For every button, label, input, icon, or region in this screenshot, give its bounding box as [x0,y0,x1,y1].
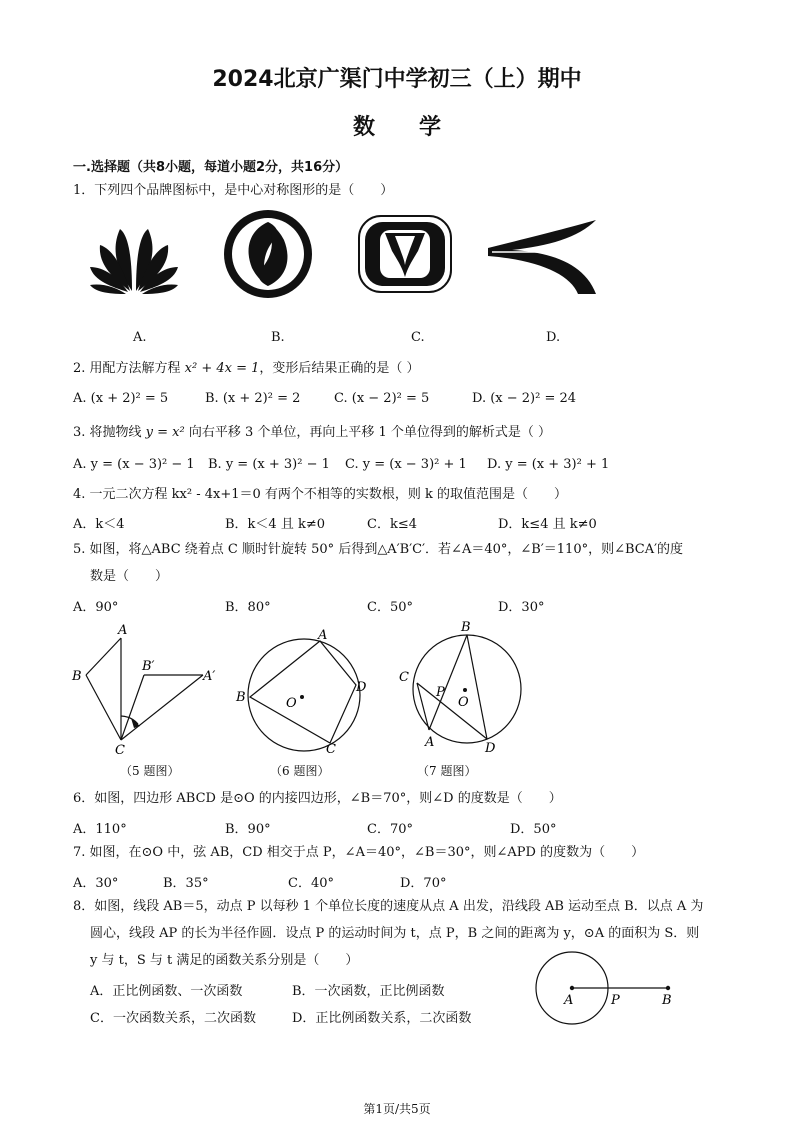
q6-option-d[interactable]: D．50° [510,822,557,837]
q6-option-b[interactable]: B．90° [225,822,271,837]
question-7-text: 7. 如图，在⊙O 中，弦 AB，CD 相交于点 P，∠A＝40°，∠B＝30°，则∠APD 的度数为（ ） [73,845,645,860]
fig6-label-o: O [286,696,297,711]
q2-option-c[interactable]: C. (x − 2)² = 5 [334,391,430,406]
logo-a-icon [88,225,180,295]
fig7-label-c: C [399,670,409,685]
logo-b-icon [222,208,314,300]
fig7-label-b: B [461,620,471,635]
q3-text-post: 向右平移 3 个单位，再向上平移 1 个单位得到的解析式是（ ） [184,425,552,440]
section-heading: 一.选择题（共8小题，每道小题2分，共16分） [73,160,349,175]
q2-option-a[interactable]: A. (x + 2)² = 5 [73,391,169,406]
q6-option-a[interactable]: A．110° [73,822,127,837]
fig8-label-b: B [662,993,672,1008]
q2-option-b[interactable]: B. (x + 2)² = 2 [205,391,301,406]
q2-text-pre: 2. 用配方法解方程 [73,361,185,376]
q7-option-b[interactable]: B．35° [163,876,209,891]
q7-option-d[interactable]: D．70° [400,876,447,891]
fig6-label-a: A [318,628,328,643]
q2-text-post: ，变形后结果正确的是（ ） [259,361,420,376]
logo-d-icon [488,218,600,298]
q8-option-c[interactable]: C．一次函数关系，二次函数 [90,1011,256,1026]
fig5-label-c: C [115,743,125,758]
q4-option-c[interactable]: C．k≤4 [367,517,417,532]
question-1-text: 1．下列四个品牌图标中，是中心对称图形的是（ ） [73,183,394,198]
q1-option-a[interactable]: A. [133,330,147,345]
q5-option-c[interactable]: C．50° [367,600,413,615]
fig5-label-b-prime: B′ [142,659,155,674]
fig5-label-a: A [118,623,128,638]
q3-equation: y = x² [145,425,185,440]
figure-6 [232,625,372,760]
question-5-text-line2: 数是（ ） [90,569,169,584]
fig5-label-b: B [72,669,82,684]
q4-option-d[interactable]: D．k≤4 且 k≠0 [498,517,597,532]
q2-equation: x² + 4x = 1 [184,361,260,376]
figure-7-caption: （7 题图） [417,764,477,778]
question-3-text [73,424,551,442]
question-5-text-line1: 5. 如图，将△ABC 绕着点 C 顺时针旋转 50° 后得到△A′B′C′．若∠A＝40°，∠B′＝110°，则∠BCA′的度 [73,542,684,557]
q3-option-a[interactable]: A. y = (x − 3)² − 1 [73,457,195,472]
question-8-text-line2: 圆心，线段 AP 的长为半径作圆．设点 P 的运动时间为 t，点 P，B 之间的距离为 y，⊙A 的面积为 S．则 [90,926,700,941]
fig6-label-d: D [356,680,367,695]
q3-text-pre: 3. 将抛物线 [73,425,146,440]
q2-option-d[interactable]: D. (x − 2)² = 24 [472,391,577,406]
q7-option-c[interactable]: C．40° [288,876,334,891]
fig7-label-a: A [425,735,435,750]
q8-option-a[interactable]: A．正比例函数、一次函数 [90,984,243,999]
fig8-label-a: A [564,993,574,1008]
fig6-label-b: B [236,690,246,705]
page-title: 2024北京广渠门中学初三（上）期中 [212,67,582,92]
logo-c-icon [358,215,452,293]
q3-option-c[interactable]: C. y = (x − 3)² + 1 [345,457,467,472]
question-4-text: 4. 一元二次方程 kx² - 4x+1＝0 有两个不相等的实数根，则 k 的取值范围是（ ） [73,487,568,502]
q8-option-b[interactable]: B．一次函数，正比例函数 [292,984,445,999]
q5-option-d[interactable]: D．30° [498,600,545,615]
fig6-label-c: C [326,742,336,757]
page-footer: 第1页/共5页 [363,1102,431,1116]
subject-title: 数 学 [352,115,441,140]
figure-5 [68,620,228,760]
figure-6-caption: （6 题图） [270,764,330,778]
figure-5-caption: （5 题图） [120,764,180,778]
question-2-text [73,360,420,378]
question-6-text: 6．如图，四边形 ABCD 是⊙O 的内接四边形，∠B＝70°，则∠D 的度数是（ ） [73,791,562,806]
q8-option-d[interactable]: D．正比例函数关系，二次函数 [292,1011,472,1026]
q4-option-b[interactable]: B．k＜4 且 k≠0 [225,517,326,532]
q7-option-a[interactable]: A．30° [73,876,119,891]
fig7-label-p: P [436,685,445,700]
fig7-label-o: O [458,695,469,710]
q4-option-a[interactable]: A．k＜4 [73,517,125,532]
q5-option-b[interactable]: B．80° [225,600,271,615]
question-8-text-line1: 8．如图，线段 AB＝5，动点 P 以每秒 1 个单位长度的速度从点 A 出发，沿线段 AB 运动至点 B．以点 A 为 [73,899,704,914]
fig7-label-d: D [485,741,496,756]
question-8-text-line3: y 与 t，S 与 t 满足的函数关系分别是（ ） [90,953,359,968]
q3-option-b[interactable]: B. y = (x + 3)² − 1 [208,457,330,472]
figure-7 [395,618,530,758]
q1-option-d[interactable]: D. [546,330,561,345]
q1-option-b[interactable]: B. [271,330,285,345]
fig5-label-a-prime: A′ [203,669,216,684]
q1-option-c[interactable]: C. [411,330,425,345]
q3-option-d[interactable]: D. y = (x + 3)² + 1 [487,457,610,472]
figure-8 [530,950,690,1030]
fig8-label-p: P [611,993,620,1008]
q5-option-a[interactable]: A．90° [73,600,119,615]
q6-option-c[interactable]: C．70° [367,822,413,837]
